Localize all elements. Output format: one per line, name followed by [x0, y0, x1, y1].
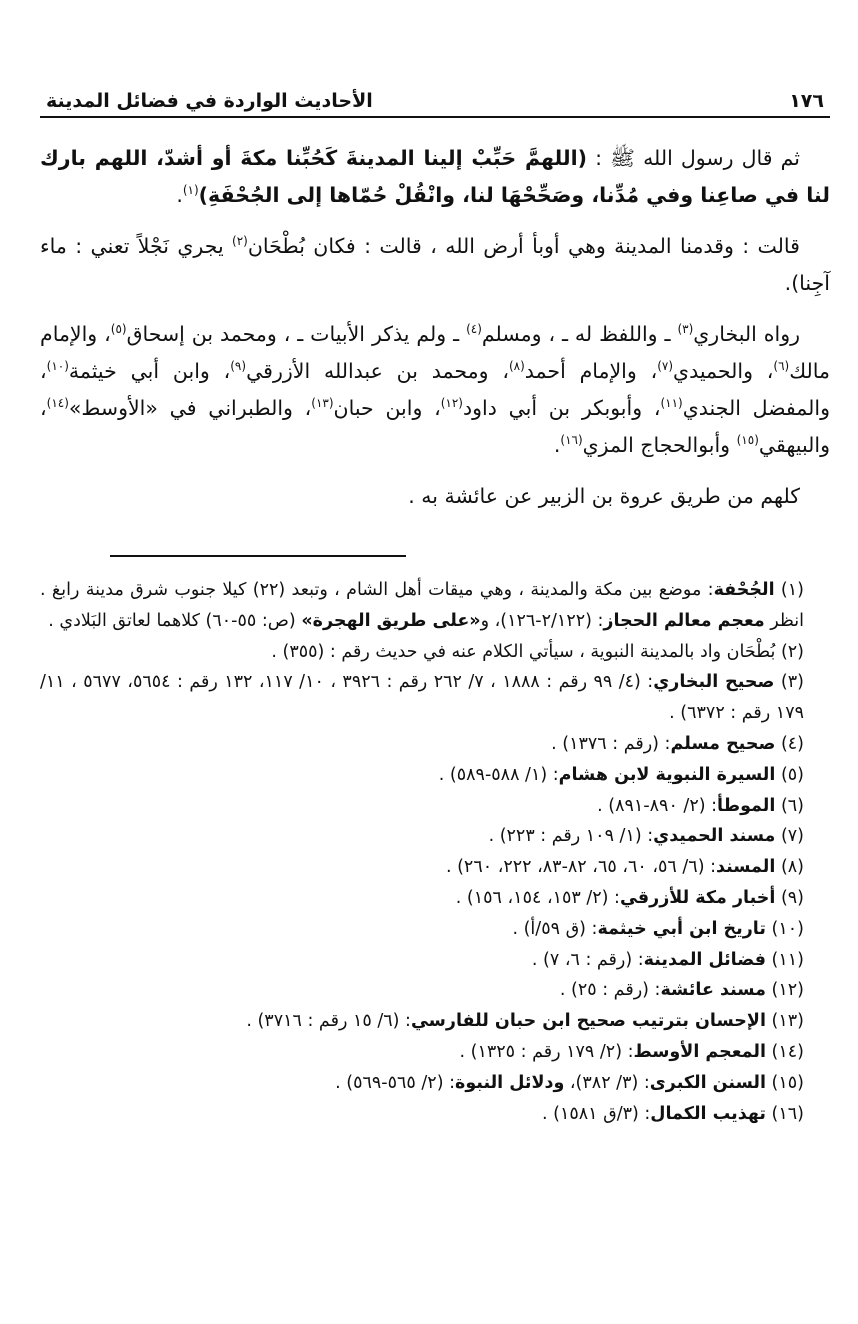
page-header — [40, 78, 830, 112]
paragraph-chain: كلهم من طريق عروة بن الزبير عن عائشة به . — [408, 484, 800, 508]
footnote-3: (٣) صحيح البخاري: (٤/ ٩٩ رقم : ١٨٨٨ ، ٧/ ٢٦٢ رقم : ٣٩٢٦ ، ١٠/ ١١٧، ١٣٢ رقم : ٥٦٥٤، ٥٦٧٧ ، ١١/ ١٧٩ رقم : ٦٣٧٢) . — [40, 672, 804, 724]
footnote-ref: (٤) — [466, 322, 482, 337]
footnote-ref: (١٥) — [736, 433, 759, 448]
footnotes — [40, 575, 830, 1129]
footnote-ref: (٩) — [230, 359, 247, 374]
footnote-5: (٥) السيرة النبوية لابن هشام: (١/ ٥٨٨-٥٨٩) . — [438, 764, 804, 785]
footnote-13: (١٣) الإحسان بترتيب صحيح ابن حبان للفارسي: (٦/ ١٥ رقم : ٣٧١٦) . — [246, 1011, 804, 1032]
hadith-quote: (اللهمَّ حَبِّبْ إلينا المدينةَ كَحُبِّنا مكةَ أو أشدّ، اللهم بارك لنا في صاعِنا وفي مُدِّنا، وصَحِّحْهَا لنا، وانْقُلْ حُمّاها إلى الجُحْفَةِ) — [40, 146, 830, 207]
footnote-ref: (١٣) — [311, 396, 334, 411]
running-title: الأحاديث الواردة في فضائل المدينة — [46, 90, 373, 112]
footnote-ref: (١٦) — [560, 433, 583, 448]
footnote-15: (١٥) السنن الكبرى: (٣/ ٣٨٢)، ودلائل النبوة: (٢/ ٥٦٥-٥٦٩) . — [335, 1072, 804, 1093]
footnote-ref: (١٢) — [440, 396, 463, 411]
footnote-12: (١٢) مسند عائشة: (رقم : ٢٥) . — [559, 980, 804, 1001]
footnote-ref: (١١) — [660, 396, 683, 411]
footnote-7: (٧) مسند الحميدي: (١/ ١٠٩ رقم : ٢٢٣) . — [488, 826, 804, 847]
footnote-4: (٤) صحيح مسلم: (رقم : ١٣٧٦) . — [551, 733, 804, 754]
paragraph-hadith: ثم قال رسول الله ﷺ : (اللهمَّ حَبِّبْ إلينا المدينةَ كَحُبِّنا مكةَ أو أشدّ، اللهم بارك لنا في صاعِنا وفي مُدِّنا، وصَحِّحْهَا لنا، وانْقُلْ حُمّاها إلى الجُحْفَةِ)$^{(١)}$. — [40, 146, 830, 207]
footnote-ref: (٥) — [110, 322, 127, 337]
footnote-ref: (١٤) — [46, 396, 69, 411]
paragraph-sources: رواه البخاري$^{(٣)}$ ـ واللفظ له ـ ، ومسلم$^{(٤)}$ ـ ولم يذكر الأبيات ـ ، ومحمد بن إسحاق$^{(٥)}$، والإمام مالك$^{(٦)}$، والحميدي$^{(٧)}$، والإمام أحمد$^{(٨)}$، ومحمد بن عبدالله الأزرقي$^{(٩)}$، وابن أبي خيثمة$^{(١٠)}$، والمفضل الجندي$^{(١١)}$، وأبوبكر بن أبي داود$^{(١٢)}$، وابن حبان$^{(١٣)}$، والطبراني في «الأوسط»$^{(١٤)}$، والبيهقي$^{(١٥)}$ وأبوالحجاج المزي$^{(١٦)}$. — [40, 322, 830, 457]
footnote-ref: (٦) — [773, 359, 790, 374]
footnote-1: (١) الجُحْفة: موضع بين مكة والمدينة ، وهي ميقات أهل الشام ، وتبعد (٢٢) كيلا جنوب شرق مدينة رابغ . انظر معجم معالم الحجاز: (٢/١٢٢-١٢٦)، و«على طريق الهجرة» (ص: ٥٥-٦٠) كلاهما لعاتق البَلادي . — [40, 580, 804, 631]
footnote-16: (١٦) تهذيب الكمال: (٣/ق ١٥٨١) . — [541, 1103, 804, 1124]
footnote-14: (١٤) المعجم الأوسط: (٢/ ١٧٩ رقم : ١٣٢٥) . — [459, 1041, 804, 1062]
footnote-ref: (١٠) — [46, 359, 69, 374]
footnote-ref: (١) — [182, 183, 199, 198]
footnote-2: (٢) بُطْحَان واد بالمدينة النبوية ، سيأتي الكلام عنه في حديث رقم : (٣٥٥) . — [271, 641, 804, 662]
footnote-10: (١٠) تاريخ ابن أبي خيثمة: (ق ٥٩/أ) . — [512, 918, 804, 939]
header-rule — [40, 116, 830, 118]
footnote-ref: (٧) — [657, 359, 674, 374]
main-text — [40, 140, 830, 515]
footnote-separator — [40, 515, 830, 545]
paragraph-narration: قالت : وقدمنا المدينة وهي أوبأ أرض الله ، قالت : فكان بُطْحَان$^{(٢)}$ يجري نَجْلاً تعني : ماء آجِنا). — [40, 234, 830, 295]
footnote-ref: (٣) — [677, 322, 694, 337]
footnote-8: (٨) المسند: (٦/ ٥٦، ٦٠، ٦٥، ٨٢-٨٣، ٢٢٢، ٢٦٠) . — [445, 857, 804, 878]
footnote-6: (٦) الموطأ: (٢/ ٨٩٠-٨٩١) . — [597, 795, 804, 816]
book-page — [40, 78, 830, 1129]
footnote-ref: (٨) — [508, 359, 525, 374]
footnote-9: (٩) أخبار مكة للأزرقي: (٢/ ١٥٣، ١٥٤، ١٥٦) . — [455, 887, 804, 908]
page-number: ١٧٦ — [789, 90, 824, 112]
footnote-11: (١١) فضائل المدينة: (رقم : ٦، ٧) . — [531, 949, 804, 970]
footnote-ref: (٢) — [232, 234, 248, 249]
